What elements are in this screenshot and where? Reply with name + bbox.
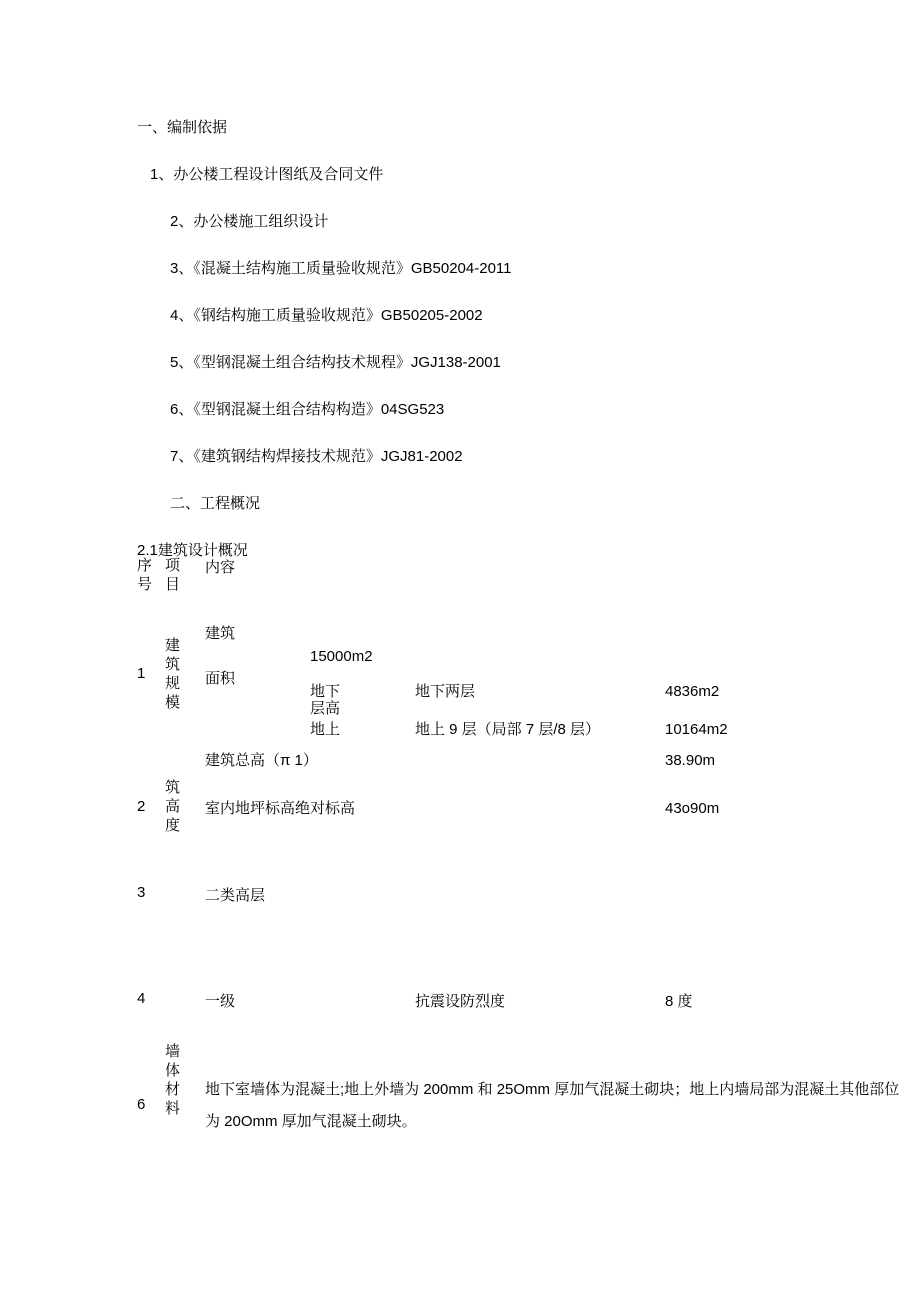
row1-no: 1 (137, 665, 146, 682)
table-row-4 (137, 976, 907, 1038)
above-label: 地上 (310, 721, 341, 738)
row1-content (205, 601, 907, 746)
area-total: 15000m2 (310, 647, 373, 665)
floor-height-label: 层高 (310, 700, 341, 717)
list-item-2: 2、办公楼施工组织设计 (170, 213, 329, 230)
spacer-cell (205, 721, 310, 739)
row3-text: 二类高层 (205, 887, 266, 904)
table-row-2 (137, 746, 907, 866)
list-item-4: 4、《钢结构施工质量验收规范》GB50205-2002 (170, 307, 483, 324)
row2-elev-subrow (205, 798, 907, 820)
row2-item-cell (165, 746, 205, 866)
area-label: 建筑面积 (205, 625, 236, 687)
row2-no: 2 (137, 797, 146, 815)
row1-item-cell (165, 601, 205, 746)
below-value: 4836m2 (665, 683, 720, 700)
table-row-3 (137, 866, 907, 976)
list-item-3: 3、《混凝土结构施工质量验收规范》GB50204-2011 (170, 260, 512, 277)
below-label: 地下 (310, 683, 341, 700)
overview-table (137, 551, 907, 1158)
row2-item-label: 筑高度 (165, 778, 181, 834)
row2-content (205, 746, 907, 866)
header-no-cell (137, 551, 165, 601)
row4-no: 4 (137, 990, 146, 1007)
section-heading-2: 二、工程概况 (170, 495, 261, 512)
table-row-1 (137, 601, 907, 746)
above-value: 10164m2 (665, 721, 728, 738)
list-item-6: 6、《型钢混凝土组合结构构造》04SG523 (170, 401, 445, 418)
row3-item-cell (165, 866, 205, 976)
header-item-label: 项目 (165, 557, 181, 593)
list-item-5: 5、《型钢混凝土组合结构技术规程》JGJ138-2001 (170, 354, 501, 371)
subsection-heading: 2.1建筑设计概况 (137, 542, 248, 559)
floor-elev-label: 室内地坪标高绝对标高 (205, 800, 356, 817)
row2-total-subrow (205, 750, 907, 772)
header-no-label: 序号 (137, 557, 153, 593)
spacer-cell (205, 683, 310, 701)
spacer-cell (310, 976, 415, 1038)
header-item-cell (165, 551, 205, 601)
above-desc: 地上 9 层（局部 7 层/8 层） (415, 721, 601, 738)
total-height-value: 38.90m (665, 752, 716, 769)
wall-material-text: 地下室墙体为混凝土;地上外墙为 200mm 和 25Omm 厚加气混凝土砌块；地上内墙局部为混凝土其他部位为 20Omm 厚加气混凝土砌块。 (205, 1081, 900, 1130)
seismic-label: 抗震设防烈度 (415, 993, 506, 1010)
intro-section (137, 116, 905, 586)
row3-no: 3 (137, 884, 146, 901)
row6-no: 6 (137, 1096, 146, 1113)
table-header-row (137, 551, 907, 601)
seismic-value: 8 度 (665, 993, 693, 1010)
below-desc: 地下两层 (415, 683, 476, 700)
row4-grade: 一级 (205, 993, 236, 1010)
row1-item-label: 建筑规模 (165, 636, 181, 711)
list-item-7: 7、《建筑钢结构焊接技术规范》JGJ81-2002 (170, 448, 463, 465)
total-height-label: 建筑总高（π 1） (205, 752, 318, 769)
table-row-6 (137, 1038, 907, 1158)
row1-below-subrow (205, 683, 907, 701)
row1-above-subrow (205, 721, 907, 739)
row4-item-cell (165, 976, 205, 1038)
section-heading-1: 一、编制依据 (137, 119, 228, 136)
row1-area-subrow (205, 601, 907, 687)
list-item-1: 1、办公楼工程设计图纸及合同文件 (150, 166, 384, 183)
floor-elev-value: 43o90m (665, 800, 720, 817)
header-content-label: 内容 (205, 559, 236, 576)
row6-item-cell (165, 1038, 205, 1158)
row6-item-label: 墙体材料 (165, 1043, 181, 1117)
